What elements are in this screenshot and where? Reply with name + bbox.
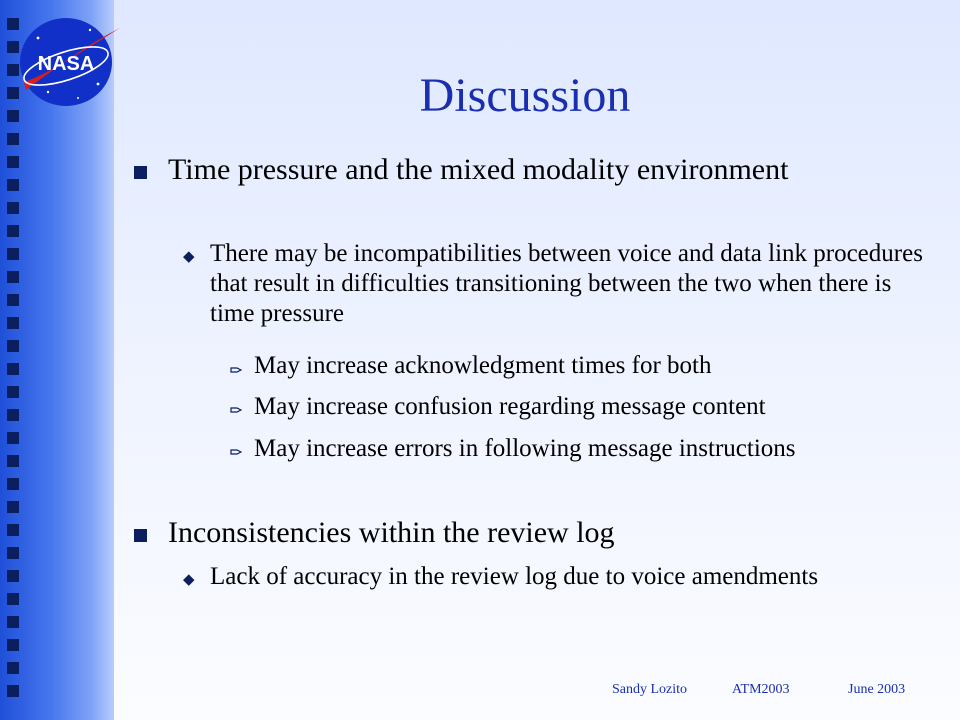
sidebar-square [7,363,19,375]
sidebar-square [7,386,19,398]
sidebar-square [7,294,19,306]
sidebar-square [7,685,19,697]
bullet-level1: Time pressure and the mixed modality environment [168,153,789,186]
diamond-bullet-icon: ◆ [183,572,195,588]
sidebar-square [7,501,19,513]
sidebar-square [7,639,19,651]
pointing-hand-icon [230,446,242,458]
sidebar-square [7,616,19,628]
sidebar-square [7,179,19,191]
sidebar-square [7,662,19,674]
sidebar-square [7,340,19,352]
sidebar-square [7,110,19,122]
bullet-level3: May increase acknowledgment times for both [254,352,712,379]
sidebar-square [7,271,19,283]
sidebar-square [7,478,19,490]
pointing-hand-icon [230,364,242,376]
sidebar-square [7,156,19,168]
sidebar-square [7,524,19,536]
square-bullet-icon [134,529,147,542]
bullet-level3: May increase errors in following message instructions [254,435,796,462]
bullet-level1: Inconsistencies within the review log [168,516,615,549]
pointing-hand-icon [230,404,242,416]
sidebar-square [7,248,19,260]
sidebar-square [7,455,19,467]
sidebar-square [7,570,19,582]
nasa-logo-icon [18,14,122,110]
sidebar-squares [7,18,25,708]
bullet-level2: Lack of accuracy in the review log due to voice amendments [210,563,819,590]
square-bullet-icon [134,166,147,179]
sidebar-square [7,409,19,421]
nasa-logo-text: NASA [37,53,95,75]
bullet-level2: There may be incompatibilities between voice and data link procedures that result in difficulties transitioning between the two when there is time pressure [210,240,923,327]
sidebar-square [7,202,19,214]
footer-date: June 2003 [848,682,906,697]
sidebar-square [7,593,19,605]
sidebar-square [7,225,19,237]
footer-event: ATM2003 [732,682,790,697]
slide-title: Discussion [419,69,631,122]
sidebar-square [7,317,19,329]
footer-author: Sandy Lozito [612,682,688,697]
sidebar-square [7,547,19,559]
sidebar-square [7,432,19,444]
diamond-bullet-icon: ◆ [183,249,195,265]
sidebar-square [7,133,19,145]
bullet-level3: May increase confusion regarding message content [254,393,766,420]
